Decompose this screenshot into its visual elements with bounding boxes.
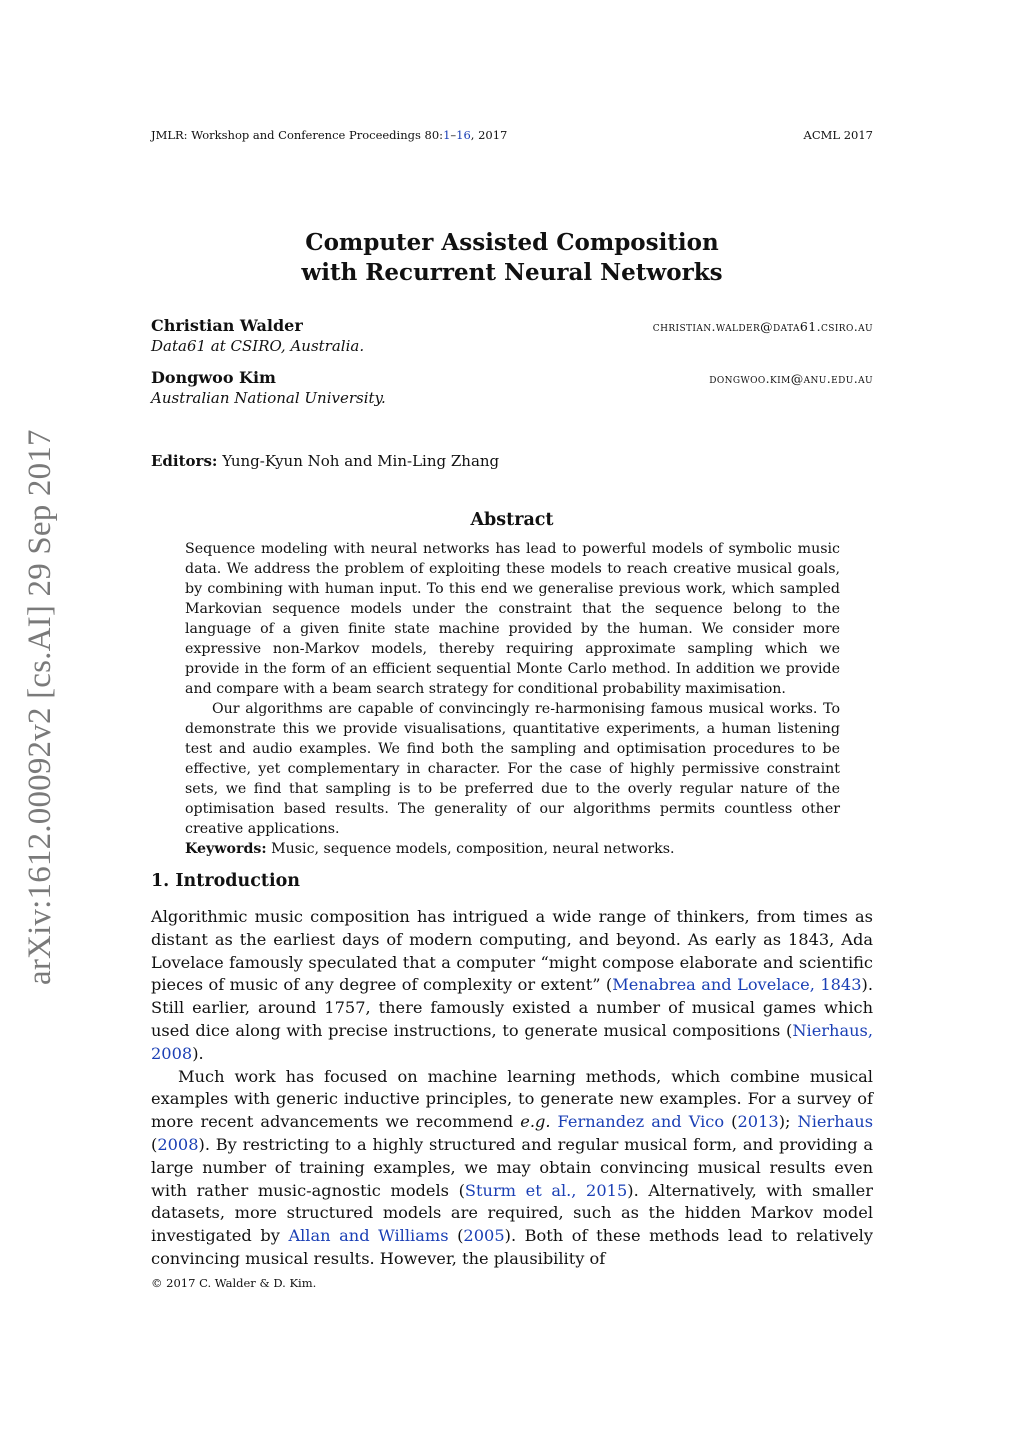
- author-email: christian.walder@data61.csiro.au: [652, 319, 873, 334]
- title-line-2: with Recurrent Neural Networks: [301, 259, 723, 286]
- citation-year-link[interactable]: 2008: [157, 1134, 199, 1154]
- citation-year-link[interactable]: 2013: [737, 1112, 779, 1132]
- conference-name: ACML 2017: [803, 128, 873, 142]
- arxiv-stamp: arXiv:1612.00092v2 [cs.AI] 29 Sep 2017: [22, 429, 58, 985]
- keywords-line: [185, 839, 840, 859]
- author-affiliation: Data61 at CSIRO, Australia.: [151, 337, 365, 355]
- author-affiliation: Australian National University.: [151, 389, 386, 407]
- intro-paragraph-1: Algorithmic music composition has intrigued a wide range of thinkers, from times as distant as the earliest days of modern computing, and beyond. As early as 1843, Ada Lovelace famously speculated that a computer “might compose elaborate and scientific pieces of music of any degree of complexity or extent” (Menabrea and Lovelace, 1843). Still earlier, around 1757, there famously existed a number of musical games which used dice along with precise instructions, to generate musical compositions (Nierhaus, 2008).: [151, 907, 873, 1063]
- keywords-text: Music, sequence models, composition, neural networks.: [271, 841, 675, 857]
- citation-link[interactable]: Fernandez and Vico: [557, 1112, 725, 1132]
- author-2: [151, 368, 873, 407]
- keywords-label: Keywords:: [185, 841, 267, 857]
- abstract-heading: Abstract: [470, 510, 554, 530]
- editors-label: Editors:: [151, 452, 218, 470]
- first-page-link[interactable]: 1: [443, 128, 451, 142]
- citation-link[interactable]: Allan and Williams: [288, 1226, 449, 1246]
- abstract-body: [185, 539, 840, 859]
- paper-title: [151, 228, 873, 288]
- journal-info: JMLR: Workshop and Conference Proceedings 80:1–16, 2017: [151, 128, 508, 142]
- editors-line: [151, 452, 499, 470]
- citation-link[interactable]: Sturm et al., 2015: [464, 1180, 628, 1200]
- author-name: Dongwoo Kim: [151, 368, 276, 387]
- running-head: [151, 128, 873, 142]
- citation-link[interactable]: Nierhaus: [797, 1112, 873, 1132]
- copyright-notice: © 2017 C. Walder & D. Kim.: [151, 1276, 317, 1290]
- citation-link[interactable]: Nierhaus, 2008: [151, 1020, 873, 1063]
- introduction-body: [151, 906, 873, 1271]
- author-1: [151, 316, 873, 355]
- abstract-paragraph-1: Sequence modeling with neural networks has lead to powerful models of symbolic music data. We address the problem of exploiting these models to reach creative musical goals, by combining with human input. To this end we generalise previous work, which sampled Markovian sequence models under the constraint that the sequence belong to the language of a given finite state machine provided by the human. We consider more expressive non-Markov models, thereby requiring approximate sampling which we provide in the form of an efficient sequential Monte Carlo method. In addition we provide and compare with a beam search strategy for conditional probability maximisation.: [185, 541, 840, 697]
- last-page-link[interactable]: 16: [456, 128, 471, 142]
- abstract-paragraph-2: Our algorithms are capable of convincingly re-harmonising famous musical works. To demonstrate this we provide visualisations, quantitative experiments, a human listening test and audio examples. We find both the sampling and optimisation procedures to be effective, yet complementary in character. For the case of highly permissive constraint sets, we find that sampling is to be preferred due to the overly regular nature of the optimisation based results. The generality of our algorithms permits countless other creative applications.: [185, 701, 840, 837]
- section-heading-introduction: 1. Introduction: [151, 871, 300, 891]
- editors-names: Yung-Kyun Noh and Min-Ling Zhang: [222, 452, 500, 470]
- intro-paragraph-2: Much work has focused on machine learning methods, which combine musical examples with generic inductive principles, to generate new examples. For a survey of more recent advancements we recommend e.g. Fernandez and Vico (2013); Nierhaus (2008). By restricting to a highly structured and regular musical form, and providing a large number of training examples, we may obtain convincing musical results even with rather music-agnostic models (Sturm et al., 2015). Alternatively, with smaller datasets, more structured models are required, such as the hidden Markov model investigated by Allan and Williams (2005). Both of these methods lead to relatively convincing musical results. However, the plausibility of: [151, 1066, 873, 1268]
- author-name: Christian Walder: [151, 316, 303, 335]
- citation-link[interactable]: Menabrea and Lovelace, 1843: [612, 975, 862, 995]
- citation-year-link[interactable]: 2005: [463, 1226, 505, 1246]
- title-line-1: Computer Assisted Composition: [305, 229, 719, 256]
- author-email: dongwoo.kim@anu.edu.au: [709, 371, 873, 386]
